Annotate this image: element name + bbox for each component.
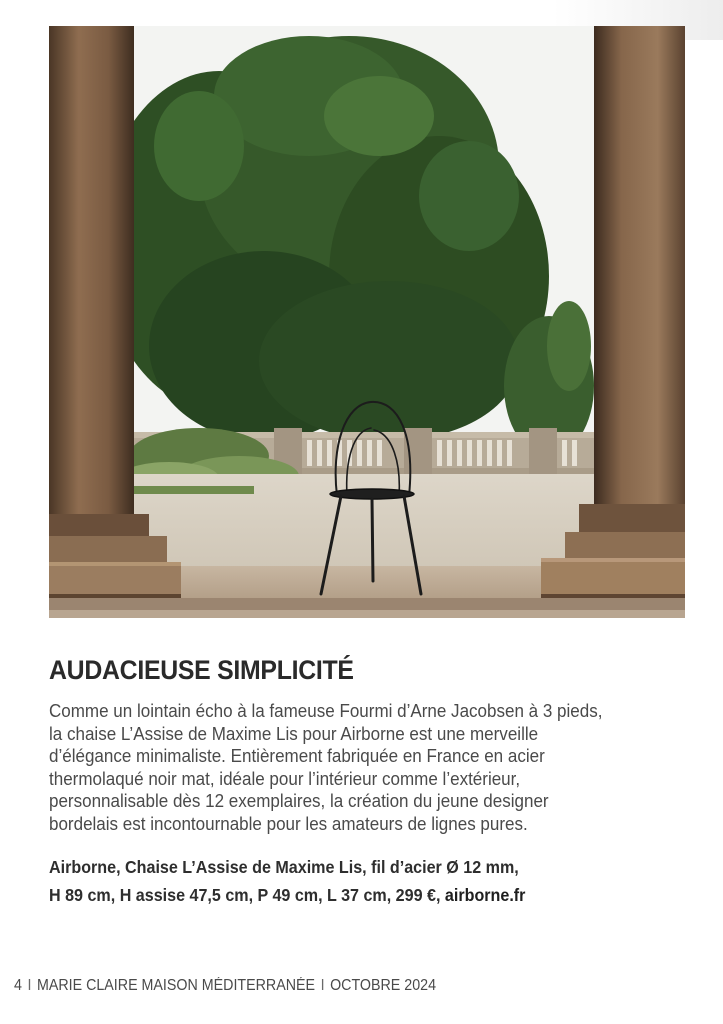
body-line: thermolaqué noir mat, idéale pour l’intérieur comme l’extérieur, (49, 767, 521, 789)
article-photo (49, 26, 685, 618)
article-headline: AUDACIEUSE SIMPLICITÉ (49, 655, 354, 685)
body-line: personnalisable dès 12 exemplaires, la création du jeune designer (49, 790, 549, 812)
credit-line-1: Airborne, Chaise L’Assise de Maxime Lis, fil d’acier Ø 12 mm, (49, 857, 519, 877)
footer-separator: I (320, 977, 325, 994)
body-line: Comme un lointain écho à la fameuse Fourmi d’Arne Jacobsen à 3 pieds, (49, 700, 603, 721)
website-link[interactable]: airborne.fr (444, 885, 526, 905)
footer-separator: I (27, 977, 32, 994)
credit-details: H 89 cm, H assise 47,5 cm, P 49 cm, L 37 cm, 299 €, (49, 885, 445, 905)
body-line: bordelais est incontournable pour les amateurs de lignes pures. (49, 812, 528, 834)
issue-date: OCTOBRE 2024 (330, 977, 437, 994)
product-credit (49, 853, 693, 909)
page-number: 4 (14, 977, 22, 994)
body-line: d’élégance minimaliste. Entièrement fabriquée en France en acier (49, 745, 545, 767)
credit-line-2 (49, 881, 693, 909)
article-body (49, 700, 693, 836)
page-footer (14, 977, 436, 995)
magazine-title: MARIE CLAIRE MAISON MÉDITERRANÉE (36, 977, 316, 994)
body-line: la chaise L’Assise de Maxime Lis pour Airborne est une merveille (49, 722, 539, 744)
